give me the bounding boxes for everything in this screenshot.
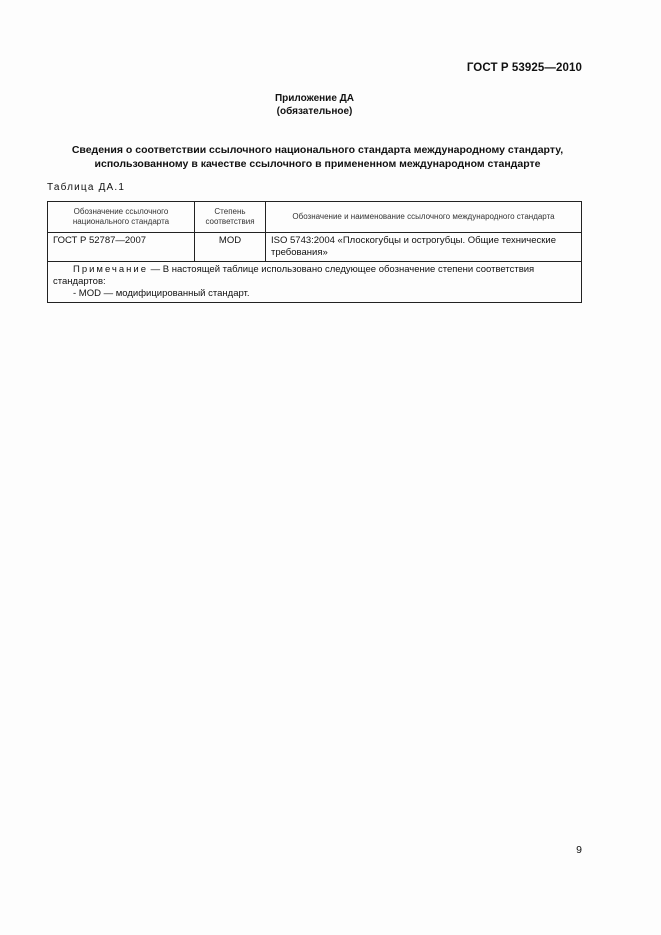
table-caption: Таблица ДА.1 [47,182,126,193]
cell-degree: MOD [195,233,266,262]
document-code: ГОСТ Р 53925—2010 [466,62,582,74]
page-number: 9 [576,844,582,856]
table-row [48,233,582,262]
column-header-degree: Степень соответствия [195,202,266,233]
section-heading [40,143,595,171]
column-header-international: Обозначение и наименование ссылочного международного стандарта [266,202,582,233]
cell-national-standard: ГОСТ Р 52787—2007 [48,233,195,262]
table-note [48,262,582,303]
section-heading-line-2: использованному в качестве ссылочного в примененном международном стандарте [94,158,541,170]
correspondence-table [47,201,582,303]
cell-international-standard: ISO 5743:2004 «Плоскогубцы и острогубцы. Общие технические требования» [266,233,582,262]
section-heading-line-1: Сведения о соответствии ссылочного национального стандарта международному стандарту, [71,144,564,156]
appendix-title: Приложение ДА [274,93,355,104]
note-label: Примечание [73,264,148,275]
appendix-status: (обязательное) [276,106,353,117]
appendix-heading [0,92,629,118]
table-header-row [48,202,582,233]
note-item: - MOD — модифицированный стандарт. [73,288,250,299]
note-dash: — [150,264,161,275]
column-header-national: Обозначение ссылочного национального стандарта [48,202,195,233]
note-text: В настоящей таблице использовано следующее обозначение степени соответствия стандартов: [53,264,535,287]
table-note-row [48,262,582,303]
